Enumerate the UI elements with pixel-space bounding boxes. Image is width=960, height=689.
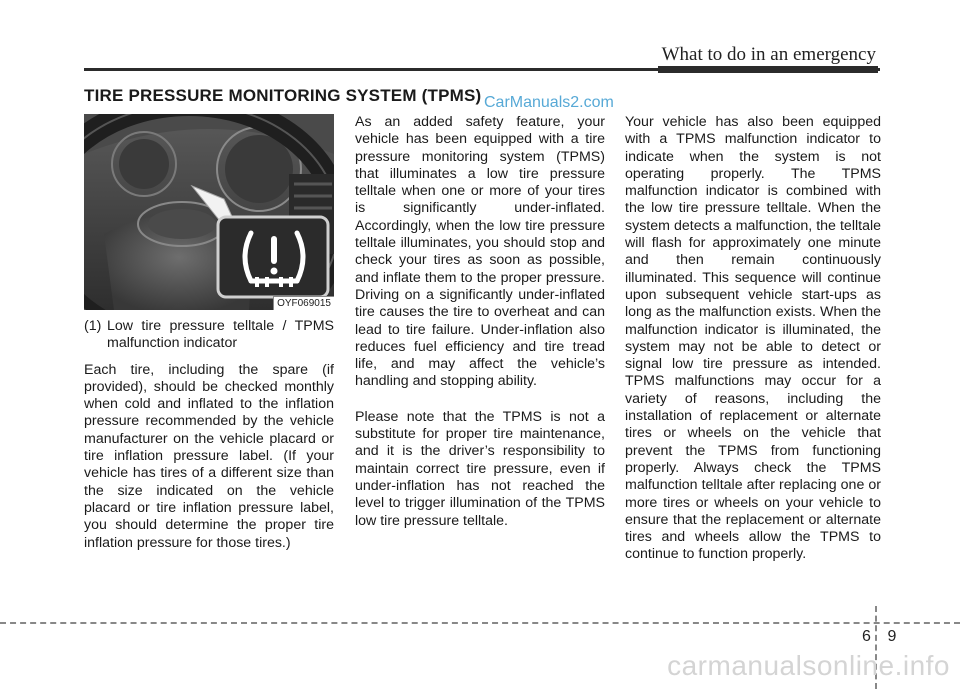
paragraph: Please note that the TPMS is not a substitute for proper tire maintenance, and it is the driver’s responsibility to maintain correct tire pressure, even if under-inflation has not reached the level to trigger illumination of the TPMS low tire pressure telltale. bbox=[355, 408, 605, 529]
caption-text: Low tire pressure telltale / TPMS malfunction indicator bbox=[107, 318, 334, 352]
page-number bbox=[862, 628, 900, 646]
figure-code: OYF069015 bbox=[273, 296, 334, 310]
page-index: 9 bbox=[887, 628, 897, 645]
section-title: TIRE PRESSURE MONITORING SYSTEM (TPMS) bbox=[84, 86, 482, 105]
dashboard-figure bbox=[84, 114, 334, 310]
tpms-warning-icon bbox=[229, 219, 319, 295]
column-2 bbox=[355, 114, 605, 539]
chapter-number: 6 bbox=[862, 628, 871, 645]
header-rule bbox=[84, 68, 880, 71]
running-header-title: What to do in an emergency bbox=[661, 44, 876, 65]
paragraph: As an added safety feature, your vehicle has been equipped with a tire pressure monitoring system (TPMS) that illuminates a low tire pressure telltale when one or more of your tires is significantly under-inflated. Accordingly, when the low tire pressure telltale illuminates, you should stop and check your tires as soon as possible, and inflate them to the proper pressure. Driving on a significantly under-inflated tire causes the tire to overheat and can lead to tire failure. Under-inflation also reduces fuel efficiency and tire tread life, and may affect the vehicle’s handling and stopping ability. bbox=[355, 114, 605, 390]
column-1 bbox=[84, 318, 334, 561]
paragraph: Each tire, including the spare (if provided), should be checked monthly when cold and inflated to the inflation pressure recommended by the vehicle manufacturer on the vehicle placard or tire inflation pressure label. (If your vehicle has tires of a different size than the size indicated on the vehicle placard or tire inflation pressure label, you should determine the proper tire inflation pressure for those tires.) bbox=[84, 361, 334, 551]
paragraph: Your vehicle has also been equipped with a TPMS malfunction indicator to indicate when the system is not operating properly. The TPMS malfunction indicator is combined with the low tire pressure telltale. When the system detects a malfunction, the telltale will flash for approximately one minute and then remain continuously illuminated. This sequence will continue upon subsequent vehicle start-ups as long as the malfunction exists. When the malfunction indicator is illuminated, the system may not be able to detect or signal low tire pressure as intended. TPMS malfunctions may occur for a variety of reasons, including the installation of replacement or alternate tires or wheels on the vehicle that prevent the TPMS from functioning properly. Always check the TPMS malfunction telltale after replacing one or more tires or wheels on your vehicle to ensure that the replacement or alternate tires and wheels allow the TPMS to continue to function properly. bbox=[625, 114, 881, 563]
footer-rule bbox=[0, 622, 960, 624]
watermark-bottom: carmanualsonline.info bbox=[667, 650, 950, 681]
column-3 bbox=[625, 114, 881, 573]
figure-caption bbox=[84, 318, 334, 353]
caption-number: (1) bbox=[84, 318, 102, 334]
watermark-top: CarManuals2.com bbox=[484, 94, 614, 111]
